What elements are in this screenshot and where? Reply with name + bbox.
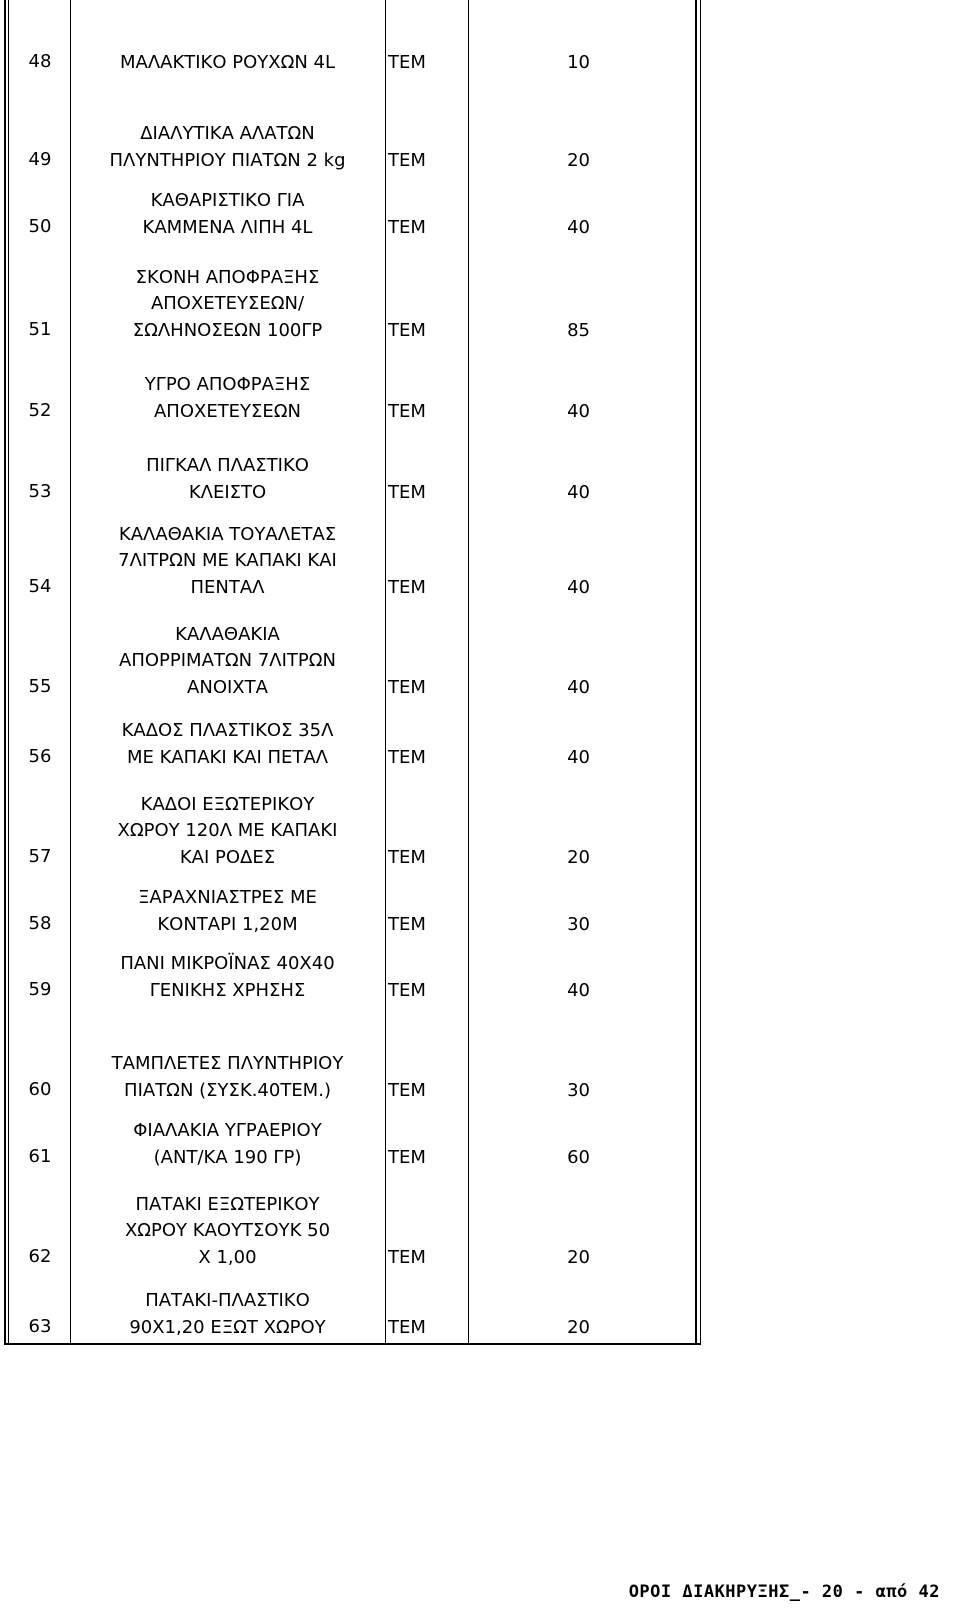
- column-divider-unit: [468, 0, 469, 1345]
- item-number: 51: [28, 319, 52, 340]
- item-number: 54: [28, 576, 52, 597]
- item-number: 49: [28, 149, 52, 170]
- item-description-line: ΧΩΡΟΥ 120Λ ΜΕ ΚΑΠΑΚΙ: [117, 820, 338, 841]
- item-unit: ΤΕΜ: [388, 217, 426, 238]
- item-quantity: 40: [567, 677, 590, 698]
- item-description-line: ΠΙΓΚΑΛ ΠΛΑΣΤΙΚΟ: [146, 455, 309, 476]
- item-quantity: 40: [567, 980, 590, 1001]
- item-unit: ΤΕΜ: [388, 980, 426, 1001]
- item-quantity: 40: [567, 747, 590, 768]
- item-quantity: 40: [567, 401, 590, 422]
- item-unit: ΤΕΜ: [388, 150, 426, 171]
- item-description-line: ΣΩΛΗΝΟΣΕΩΝ 100ΓΡ: [132, 319, 323, 341]
- item-quantity: 20: [567, 1247, 590, 1268]
- item-number: 52: [28, 400, 52, 421]
- item-description-line: ΠΛΥΝΤΗΡΙΟΥ ΠΙΑΤΩΝ 2 kg: [109, 149, 346, 171]
- item-description: [70, 951, 385, 1004]
- item-description: [70, 121, 385, 174]
- item-description-line: ΠΕΝΤΑΛ: [190, 576, 265, 598]
- item-number: 55: [28, 676, 52, 697]
- item-description: [70, 1118, 385, 1171]
- item-number: 53: [28, 481, 52, 502]
- item-quantity: 85: [567, 320, 590, 341]
- item-description: [70, 188, 385, 241]
- item-quantity: 40: [567, 217, 590, 238]
- item-unit: ΤΕΜ: [388, 401, 426, 422]
- item-description-line: ΔΙΑΛΥΤΙΚΑ ΑΛΑΤΩΝ: [140, 123, 315, 144]
- item-description-line: ΠΑΤΑΚΙ ΕΞΩΤΕΡΙΚΟΥ: [135, 1193, 320, 1215]
- item-description-line: ΚΑΜΜΕΝΑ ΛΙΠΗ 4L: [142, 216, 313, 238]
- item-description-line: ΠΑΤΑΚΙ-ΠΛΑΣΤΙΚΟ: [145, 1290, 310, 1311]
- item-number: 59: [28, 979, 52, 1000]
- item-unit: ΤΕΜ: [388, 747, 426, 768]
- item-number: 63: [28, 1316, 52, 1337]
- item-quantity: 30: [567, 914, 590, 935]
- item-description-line: ΓΕΝΙΚΗΣ ΧΡΗΣΗΣ: [149, 979, 306, 1001]
- item-unit: ΤΕΜ: [388, 914, 426, 935]
- item-unit: ΤΕΜ: [388, 482, 426, 503]
- item-description-line: ΑΠΟΧΕΤΕΥΣΕΩΝ/: [150, 293, 305, 314]
- item-description: [70, 718, 385, 771]
- item-description-line: ΜΑΛΑΚΤΙΚΟ ΡΟΥΧΩΝ 4L: [119, 51, 336, 73]
- item-quantity: 40: [567, 482, 590, 503]
- item-quantity: 20: [567, 150, 590, 171]
- item-unit: ΤΕΜ: [388, 1317, 426, 1338]
- item-quantity: 20: [567, 847, 590, 868]
- item-number: 50: [28, 216, 52, 237]
- item-description-line: ΚΟΝΤΑΡΙ 1,20Μ: [157, 913, 298, 935]
- item-unit: ΤΕΜ: [388, 320, 426, 341]
- item-number: 48: [28, 51, 52, 72]
- item-description: [70, 453, 385, 506]
- item-description: [70, 372, 385, 425]
- item-description-line: 7ΛΙΤΡΩΝ ΜΕ ΚΑΠΑΚΙ ΚΑΙ: [118, 550, 337, 571]
- item-unit: ΤΕΜ: [388, 1147, 426, 1168]
- item-description-line: 90Χ1,20 ΕΞΩΤ ΧΩΡΟΥ: [129, 1316, 326, 1338]
- item-unit: ΤΕΜ: [388, 1247, 426, 1268]
- item-description: [70, 1288, 385, 1341]
- item-description-line: ΑΠΟΧΕΤΕΥΣΕΩΝ: [153, 400, 302, 422]
- item-number: 61: [28, 1146, 52, 1167]
- table-left-border-inner: [8, 0, 9, 1345]
- item-description-line: (ΑΝΤ/ΚΑ 190 ΓΡ): [153, 1146, 302, 1168]
- item-description-line: ΠΙΑΤΩΝ (ΣΥΣΚ.40ΤΕΜ.): [124, 1079, 331, 1101]
- item-description-line: ΚΑΔΟΙ ΕΞΩΤΕΡΙΚΟΥ: [140, 793, 315, 815]
- item-description-line: ΑΝΟΙΧΤΑ: [187, 676, 268, 698]
- item-number: 58: [28, 913, 52, 934]
- item-number: 62: [28, 1246, 52, 1267]
- item-description-line: Χ 1,00: [198, 1246, 257, 1268]
- item-description-line: ΞΑΡΑΧΝΙΑΣΤΡΕΣ ΜΕ: [138, 887, 317, 908]
- item-unit: ΤΕΜ: [388, 677, 426, 698]
- table-right-border-inner: [700, 0, 701, 1345]
- item-description: [70, 265, 385, 345]
- item-description: [70, 50, 385, 77]
- item-description: [70, 622, 385, 702]
- item-number: 56: [28, 746, 52, 767]
- item-description-line: ΚΑΛΑΘΑΚΙΑ: [175, 623, 280, 645]
- item-quantity: 40: [567, 577, 590, 598]
- item-description-line: ΚΑΙ ΡΟΔΕΣ: [179, 846, 276, 868]
- table-left-border: [4, 0, 6, 1345]
- table-right-border: [695, 0, 697, 1345]
- item-number: 57: [28, 846, 52, 867]
- item-unit: ΤΕΜ: [388, 1080, 426, 1101]
- item-description: [70, 522, 385, 602]
- item-description-line: ΣΚΟΝΗ ΑΠΟΦΡΑΞΗΣ: [135, 266, 320, 288]
- item-quantity: 20: [567, 1317, 590, 1338]
- item-unit: ΤΕΜ: [388, 847, 426, 868]
- item-description: [70, 1192, 385, 1272]
- item-number: 60: [28, 1079, 52, 1100]
- item-description-line: ΚΛΕΙΣΤΟ: [188, 481, 267, 503]
- item-quantity: 30: [567, 1080, 590, 1101]
- item-description-line: ΜΕ ΚΑΠΑΚΙ ΚΑΙ ΠΕΤΑΛ: [126, 746, 329, 768]
- item-description-line: ΑΠΟΡΡΙΜΑΤΩΝ 7ΛΙΤΡΩΝ: [119, 650, 336, 671]
- item-description-line: ΦΙΑΛΑΚΙΑ ΥΓΡΑΕΡΙΟΥ: [133, 1120, 322, 1141]
- item-description-line: ΠΑΝΙ ΜΙΚΡΟΪΝΑΣ 40Χ40: [120, 953, 335, 974]
- item-description-line: ΧΩΡΟΥ ΚΑΟΥΤΣΟΥΚ 50: [124, 1220, 331, 1241]
- item-description: [70, 1051, 385, 1104]
- item-description: [70, 792, 385, 872]
- item-description-line: ΥΓΡΟ ΑΠΟΦΡΑΞΗΣ: [144, 374, 311, 395]
- column-divider-description: [385, 0, 386, 1345]
- item-description-line: ΚΑΔΟΣ ΠΛΑΣΤΙΚΟΣ 35Λ: [121, 720, 334, 741]
- item-quantity: 60: [567, 1147, 590, 1168]
- item-quantity: 10: [567, 52, 590, 73]
- item-unit: ΤΕΜ: [388, 52, 426, 73]
- item-description-line: ΚΑΘΑΡΙΣΤΙΚΟ ΓΙΑ: [150, 190, 305, 211]
- item-unit: ΤΕΜ: [388, 577, 426, 598]
- table-bottom-border: [6, 1343, 700, 1345]
- item-description-line: ΚΑΛΑΘΑΚΙΑ ΤΟΥΑΛΕΤΑΣ: [118, 523, 337, 545]
- item-description-line: ΤΑΜΠΛΕΤΕΣ ΠΛΥΝΤΗΡΙΟΥ: [111, 1053, 344, 1074]
- page-footer: ΟΡΟΙ ΔΙΑΚΗΡΥΞΗΣ_- 20 - από 42: [628, 1582, 940, 1602]
- item-description: [70, 885, 385, 938]
